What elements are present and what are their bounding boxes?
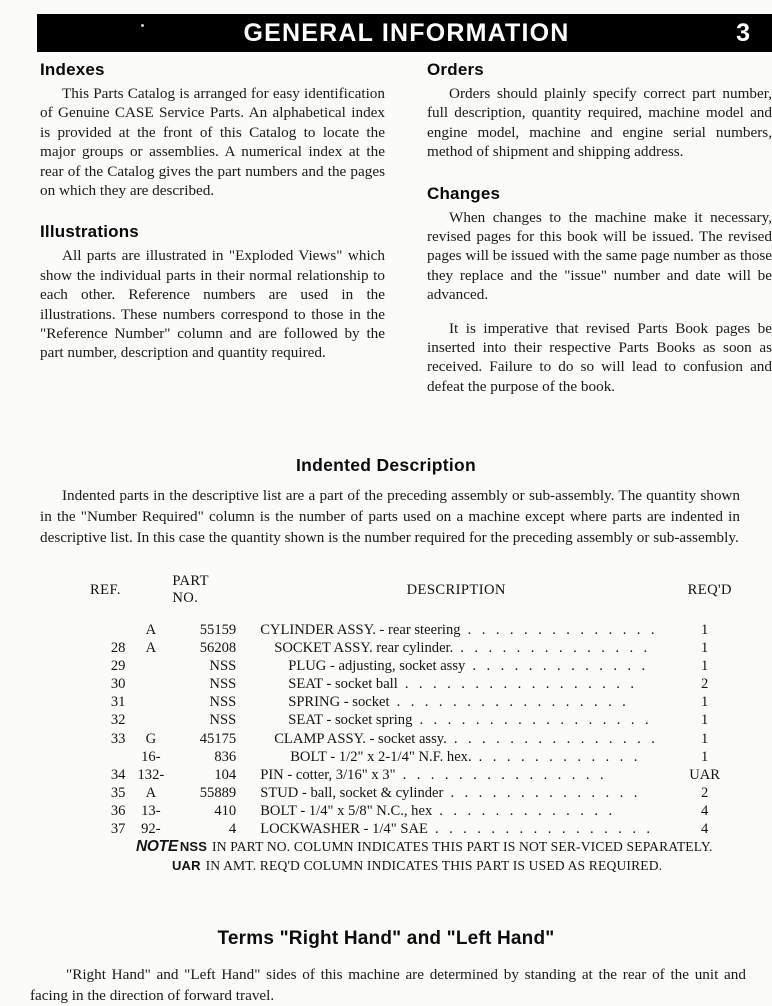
cell-ref: 31 <box>110 694 126 711</box>
cell-reqd: 1 <box>700 748 709 765</box>
heading-orders: Orders <box>427 60 484 79</box>
note-section <box>0 838 772 874</box>
description-text: SEAT - socket ball <box>288 676 398 693</box>
cell-description <box>242 693 671 711</box>
heading-indented-description: Indented Description <box>295 455 477 475</box>
cell-part-prefix: G <box>145 730 157 747</box>
cell-part-prefix: A <box>145 622 157 638</box>
table-header-row <box>78 572 738 621</box>
cell-part-no: NSS <box>209 694 237 711</box>
note-text-uar: IN AMT. REQ'D COLUMN INDICATES THIS PART IS USED AS REQUIRED. <box>205 857 663 873</box>
paragraph-indented-description: Indented parts in the descriptive list are a part of the preceding assembly or sub-assembly. The quantity shown in the "Number Required" column is the number of parts used on a machine except where parts are indented in descriptive list. In this case the quantity shown is the number required for the preceding assembly or sub-assembly. <box>40 487 740 546</box>
cell-part-no: 4 <box>228 821 237 838</box>
table-row <box>78 730 738 748</box>
heading-indexes: Indexes <box>40 60 105 79</box>
table-row <box>78 748 738 766</box>
two-column-body <box>0 60 772 396</box>
cell-description <box>242 730 671 748</box>
note-row-uar <box>172 857 742 875</box>
paragraph-terms: "Right Hand" and "Left Hand" sides of this machine are determined by standing at the rear of the unit and facing in the direction of forward travel. <box>30 966 746 1004</box>
cell-part-no: 45175 <box>199 730 237 747</box>
cell-reqd: 1 <box>700 640 709 657</box>
cell-part-prefix: 16- <box>141 748 161 765</box>
note-tag-uar: UAR <box>172 857 201 873</box>
cell-reqd: 1 <box>700 658 709 675</box>
cell-ref <box>78 748 133 766</box>
cell-part-no: NSS <box>209 676 237 693</box>
column-header-description: DESCRIPTION <box>406 581 506 598</box>
right-column <box>427 60 772 396</box>
leader-dots: . . . . . . . . . . . . . . . <box>446 730 659 747</box>
cell-ref: 35 <box>110 784 126 801</box>
cell-description <box>242 657 671 675</box>
leader-dots: . . . . . . . . . . . . . . <box>460 622 658 638</box>
column-header-ref: REF. <box>90 581 121 598</box>
terms-section <box>0 928 772 1006</box>
indented-description-section <box>0 455 772 548</box>
cell-ref: 34 <box>110 766 126 783</box>
column-header-reqd: REQ'D <box>687 581 732 598</box>
table-row <box>78 820 738 838</box>
cell-reqd: 4 <box>700 821 709 838</box>
scan-speck-artifact <box>141 24 144 27</box>
leader-dots: . . . . . . . . . . . . . . . . . <box>389 694 630 711</box>
cell-description <box>242 621 671 639</box>
cell-ref: 28 <box>110 640 126 657</box>
table-row <box>78 693 738 711</box>
cell-ref: 36 <box>110 802 126 819</box>
cell-part-prefix: 132- <box>137 766 165 783</box>
paragraph-changes-1: When changes to the machine make it necessary, revised pages for this book will be issued. The revised pages will be issued with the same page number as those they replace and the "issue" number and date will be advanced. <box>427 208 772 304</box>
page-header-bar <box>37 14 772 52</box>
cell-part-prefix: A <box>145 640 157 657</box>
cell-ref: 30 <box>110 676 126 693</box>
leader-dots: . . . . . . . . . . . . . . . . <box>427 821 654 838</box>
parts-list-table <box>78 572 738 838</box>
cell-part-no: 55889 <box>199 784 237 801</box>
leader-dots: . . . . . . . . . . . . <box>471 748 641 765</box>
leader-dots: . . . . . . . . . . . . . <box>465 658 649 675</box>
cell-description <box>242 748 671 766</box>
note-tag-nss: NSS <box>179 839 208 854</box>
page-title: GENERAL INFORMATION <box>243 18 570 47</box>
leader-dots: . . . . . . . . . . . . . . <box>453 640 651 657</box>
paragraph-orders: Orders should plainly specify correct part number, full description, quantity required, machine model and engine model, machine and engine serial numbers, method of shipment and shipping address. <box>427 85 772 161</box>
cell-part-no: NSS <box>209 658 237 675</box>
cell-description <box>242 639 671 657</box>
leader-dots: . . . . . . . . . . . . . . <box>443 784 641 801</box>
cell-ref: 33 <box>110 730 126 747</box>
table-row <box>78 621 738 639</box>
leader-dots: . . . . . . . . . . . . . . . . . <box>412 712 653 729</box>
cell-reqd: 1 <box>700 712 709 729</box>
cell-reqd: 1 <box>700 730 709 747</box>
description-text: PIN - cotter, 3/16" x 3" <box>260 766 396 783</box>
description-text: CYLINDER ASSY. - rear steering <box>260 622 461 638</box>
description-text: SPRING - socket <box>288 694 390 711</box>
cell-reqd: 1 <box>700 694 709 711</box>
table-row <box>78 675 738 693</box>
cell-description <box>242 784 671 802</box>
description-text: SOCKET ASSY. rear cylinder. <box>274 640 454 657</box>
cell-part-prefix <box>133 675 168 693</box>
cell-part-no: 55159 <box>199 622 237 638</box>
description-text: LOCKWASHER - 1/4" SAE <box>260 821 428 838</box>
paragraph-illustrations: All parts are illustrated in "Exploded Views" which show the individual parts in their normal relationship to each other. Reference numbers are used in the illustrations. These numbers correspond to those in the "Reference Number" column and are followed by the part number, description and quantity required. <box>40 247 385 362</box>
description-text: CLAMP ASSY. - socket assy. <box>274 730 447 747</box>
description-text: PLUG - adjusting, socket assy <box>288 658 466 675</box>
cell-part-no: NSS <box>209 712 237 729</box>
cell-part-no: 410 <box>214 802 237 819</box>
note-label: NOTE <box>136 838 178 855</box>
cell-part-no: 56208 <box>199 640 237 657</box>
cell-reqd: 4 <box>700 802 709 819</box>
leader-dots: . . . . . . . . . . . . . . . . . <box>397 676 638 693</box>
description-text: BOLT - 1/2" x 2-1/4" N.F. hex. <box>290 748 472 765</box>
parts-table-body <box>78 621 738 838</box>
cell-part-prefix: 13- <box>141 802 161 819</box>
leader-dots: . . . . . . . . . . . . . <box>432 802 616 819</box>
cell-part-prefix: 92- <box>141 821 161 838</box>
paragraph-changes-2: It is imperative that revised Parts Book pages be inserted into their respective Parts Books as soon as received. Failure to do so will lead to confusion and defeat the purpose of the book. <box>427 319 772 395</box>
paragraph-indexes: This Parts Catalog is arranged for easy identification of Genuine CASE Service Parts. An alphabetical index is provided at the front of this Catalog to locate the major groups or assemblies. A numerical index at the rear of the Catalog gives the part numbers and the pages on which they are described. <box>40 85 385 200</box>
cell-ref <box>78 621 133 639</box>
description-text: BOLT - 1/4" x 5/8" N.C., hex <box>260 802 433 819</box>
heading-terms: Terms "Right Hand" and "Left Hand" <box>217 928 555 949</box>
cell-part-prefix <box>133 711 168 729</box>
cell-reqd: 1 <box>700 622 709 638</box>
cell-ref: 37 <box>110 821 126 838</box>
cell-reqd: 2 <box>700 784 709 801</box>
cell-description <box>242 820 671 838</box>
table-row <box>78 639 738 657</box>
cell-reqd: 2 <box>700 676 709 693</box>
cell-part-prefix <box>133 657 168 675</box>
heading-illustrations: Illustrations <box>40 222 139 242</box>
table-row <box>78 657 738 675</box>
cell-description <box>242 711 671 729</box>
page-number: 3 <box>736 18 750 47</box>
note-text-nss: IN PART NO. COLUMN INDICATES THIS PART IS NOT SER-VICED SEPARATELY. <box>212 839 713 854</box>
table-row <box>78 766 738 784</box>
cell-ref: 29 <box>110 658 126 675</box>
cell-part-prefix: A <box>145 784 157 801</box>
description-text: SEAT - socket spring <box>288 712 413 729</box>
cell-part-no: 104 <box>214 766 237 783</box>
heading-changes: Changes <box>427 183 501 203</box>
table-row <box>78 802 738 820</box>
cell-part-no: 836 <box>214 748 237 765</box>
description-text: STUD - ball, socket & cylinder <box>260 784 444 801</box>
cell-reqd: UAR <box>689 766 721 783</box>
cell-ref: 32 <box>110 712 126 729</box>
column-header-part-no: PART NO. <box>172 573 209 606</box>
cell-part-prefix <box>133 693 168 711</box>
table-row <box>78 784 738 802</box>
cell-description <box>242 675 671 693</box>
table-row <box>78 711 738 729</box>
cell-description <box>242 766 671 784</box>
left-column <box>40 60 385 396</box>
cell-description <box>242 802 671 820</box>
leader-dots: . . . . . . . . . . . . . . . <box>395 766 608 783</box>
parts-list-table-container <box>0 572 772 838</box>
note-row-nss <box>136 838 742 856</box>
